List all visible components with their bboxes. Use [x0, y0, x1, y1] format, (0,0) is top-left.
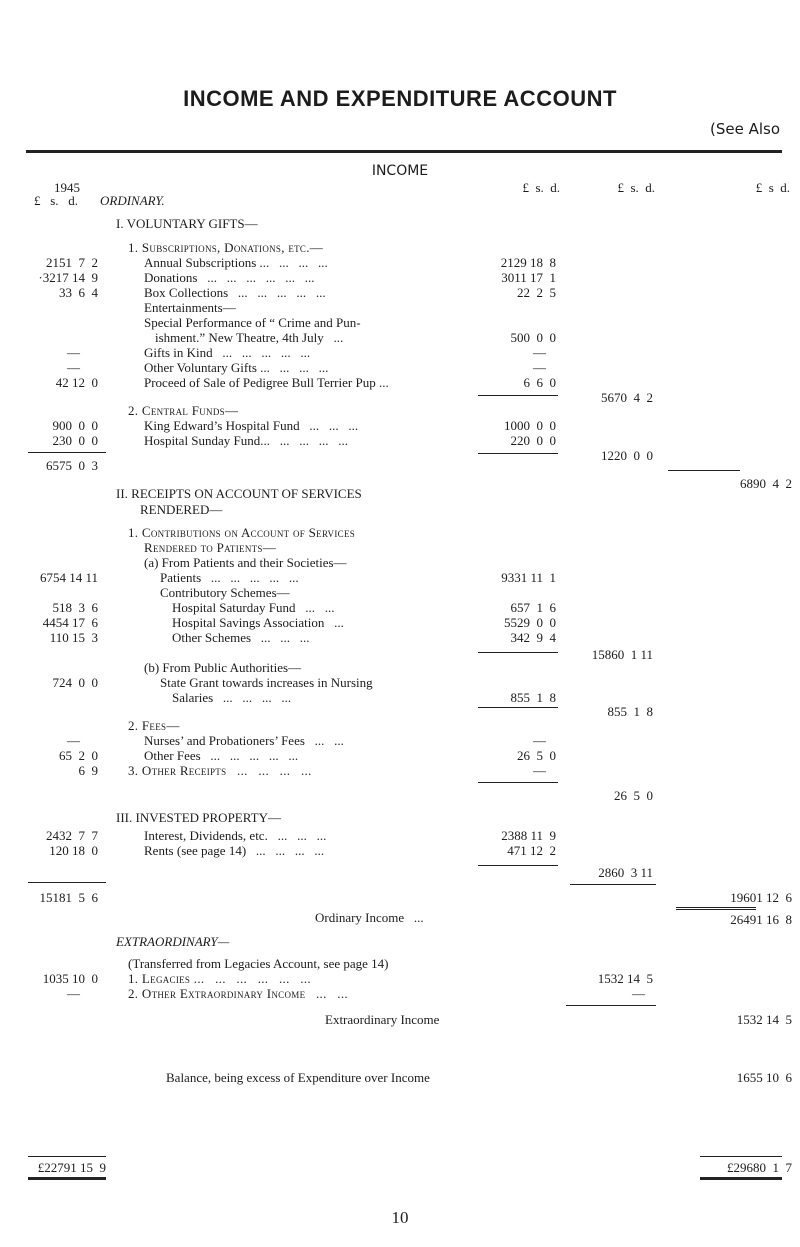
section-invested-property: III. INVESTED PROPERTY—	[116, 810, 281, 825]
y1945-other-extraordinary: —	[67, 986, 80, 1001]
page-number: 10	[391, 1208, 409, 1227]
contributions-heading-1: 1. Contributions on Account of Services	[128, 525, 356, 540]
c3-balance: 1655 10 6	[736, 1070, 792, 1085]
c3-sections-subtotal: 19601 12 6	[730, 890, 792, 905]
rule-1945-grand-top	[28, 1156, 106, 1157]
y1945-other-voluntary: —	[67, 360, 80, 375]
label-other-receipts: 3. Other Receipts ... ... ... ...	[128, 763, 312, 778]
lsd-heading-left: £ s. d.	[34, 193, 79, 208]
label-special-performance-1: Special Performance of “ Crime and Pun-	[144, 315, 361, 330]
col2-lsd-heading: £ s. d.	[617, 180, 655, 195]
label-other-voluntary-gifts: Other Voluntary Gifts ... ... ... ...	[144, 360, 329, 375]
col3-lsd-heading: £ s d.	[755, 180, 790, 195]
central-funds-heading: 2. Central Funds—	[128, 403, 239, 418]
y1945-pedigree-pup: 42 12 0	[55, 375, 98, 390]
c1-gifts-in-kind: —	[533, 345, 546, 360]
label-hospital-sunday-fund: Hospital Sunday Fund... ... ... ... ...	[144, 433, 349, 448]
label-ordinary-income: Ordinary Income ...	[315, 910, 424, 925]
label-special-performance-2: ishment.” New Theatre, 4th July ...	[155, 330, 344, 345]
label-other-fees: Other Fees ... ... ... ... ...	[144, 748, 299, 763]
rule-contributions	[478, 652, 558, 653]
section-receipts-heading-2: RENDERED—	[140, 502, 223, 517]
c1-other-receipts: —	[533, 763, 546, 778]
y1945-patients: 6754 14 11	[39, 570, 98, 585]
extraordinary-heading: EXTRAORDINARY—	[116, 934, 230, 949]
label-interest-dividends: Interest, Dividends, etc. ... ... ...	[144, 828, 327, 843]
section-receipts-heading-1: II. RECEIPTS ON ACCOUNT OF SERVICES	[116, 486, 362, 501]
rule-invested	[478, 865, 558, 866]
c1-other-voluntary: —	[533, 360, 546, 375]
page-title: INCOME AND EXPENDITURE ACCOUNT	[183, 86, 617, 111]
y1945-voluntary-total: 6575 0 3	[46, 458, 98, 473]
rule-ordinary-income	[676, 907, 756, 910]
rule-subscriptions	[478, 395, 558, 396]
c1-other-fees: 26 5 0	[517, 748, 556, 763]
label-annual-subscriptions: Annual Subscriptions ... ... ... ...	[144, 255, 328, 270]
c1-savings-association: 5529 0 0	[504, 615, 556, 630]
c1-interest: 2388 11 9	[501, 828, 556, 843]
c2-legacies: 1532 14 5	[597, 971, 653, 986]
ordinary-heading: ORDINARY.	[100, 193, 165, 208]
y1945-grand-total: £22791 15 9	[37, 1160, 106, 1175]
y1945-other-receipts: 6 9	[78, 763, 98, 778]
rule-1945-ordinary	[28, 882, 106, 883]
contributions-heading-2: Rendered to Patients—	[144, 540, 277, 555]
rule-col2-ordinary	[570, 884, 656, 885]
fees-heading: 2. Fees—	[128, 718, 180, 733]
c1-king-edward: 1000 0 0	[504, 418, 556, 433]
c2-fees-total: 26 5 0	[614, 788, 653, 803]
c2-contributions-total: 15860 1 11	[591, 647, 653, 662]
y1945-donations: ·3217 14 9	[38, 270, 98, 285]
rule-central-funds	[478, 453, 558, 454]
label-nurses-fees: Nurses’ and Probationers’ Fees ... ...	[144, 733, 344, 748]
y1945-nurses-fees: —	[67, 733, 80, 748]
c3-ordinary-income: 26491 16 8	[730, 912, 792, 927]
year-heading: 1945	[54, 180, 80, 195]
y1945-savings-association: 4454 17 6	[42, 615, 98, 630]
rule-1945-grand-bottom	[28, 1177, 106, 1180]
y1945-rents: 120 18 0	[49, 843, 98, 858]
c1-state-grant: 855 1 8	[510, 690, 556, 705]
y1945-annual: 2151 7 2	[46, 255, 98, 270]
rule-1945-section1	[28, 452, 106, 453]
c1-nurses-fees: —	[533, 733, 546, 748]
c1-donations: 3011 17 1	[501, 270, 556, 285]
c1-patients: 9331 11 1	[501, 570, 556, 585]
c1-other-schemes: 342 9 4	[510, 630, 556, 645]
label-gifts-in-kind: Gifts in Kind ... ... ... ... ...	[144, 345, 311, 360]
label-extraordinary-income: Extraordinary Income	[325, 1012, 440, 1027]
label-state-grant-1: State Grant towards increases in Nursing	[160, 675, 373, 690]
y1945-other-schemes: 110 15 3	[49, 630, 98, 645]
col1-lsd-heading: £ s. d.	[522, 180, 560, 195]
y1945-gifts-in-kind: —	[67, 345, 80, 360]
label-state-grant-2: Salaries ... ... ... ...	[172, 690, 292, 705]
y1945-other-fees: 65 2 0	[59, 748, 98, 763]
y1945-state-grant: 724 0 0	[52, 675, 98, 690]
subscriptions-heading: 1. Subscriptions, Donations, etc.—	[128, 240, 324, 255]
patients-societies-heading: (a) From Patients and their Societies—	[144, 555, 347, 570]
label-other-schemes: Other Schemes ... ... ...	[172, 630, 310, 645]
rule-public	[478, 707, 558, 708]
label-patients: Patients ... ... ... ... ...	[160, 570, 299, 585]
see-also-note: (See Also	[710, 120, 781, 138]
c1-rents: 471 12 2	[507, 843, 556, 858]
c2-public-total: 855 1 8	[607, 704, 653, 719]
label-other-extraordinary: 2. Other Extraordinary Income ... ...	[128, 986, 348, 1001]
label-rents: Rents (see page 14) ... ... ... ...	[144, 843, 325, 858]
c1-hospital-sunday: 220 0 0	[510, 433, 556, 448]
label-box-collections: Box Collections ... ... ... ... ...	[144, 285, 326, 300]
c2-central-total: 1220 0 0	[601, 448, 653, 463]
section-voluntary-gifts: I. VOLUNTARY GIFTS—	[116, 216, 258, 231]
y1945-saturday-fund: 518 3 6	[52, 600, 98, 615]
label-pedigree-pup: Proceed of Sale of Pedigree Bull Terrier Pup ...	[144, 375, 389, 390]
c1-special-performance: 500 0 0	[510, 330, 556, 345]
c3-extraordinary-income: 1532 14 5	[736, 1012, 792, 1027]
rule-extraordinary	[566, 1005, 656, 1006]
rule-grand-bottom	[700, 1177, 782, 1180]
c3-grand-total: £29680 1 7	[727, 1160, 792, 1175]
y1945-hospital-sunday: 230 0 0	[52, 433, 98, 448]
c1-box-collections: 22 2 5	[517, 285, 556, 300]
y1945-king-edward: 900 0 0	[52, 418, 98, 433]
rule-fees	[478, 782, 558, 783]
label-king-edward-fund: King Edward’s Hospital Fund ... ... ...	[144, 418, 359, 433]
legacies-transfer-note: (Transferred from Legacies Account, see page 14)	[128, 956, 389, 971]
c1-pedigree-pup: 6 6 0	[523, 375, 556, 390]
label-legacies: 1. Legacies ... ... ... ... ... ...	[128, 971, 311, 986]
y1945-box-collections: 33 6 4	[59, 285, 98, 300]
label-donations: Donations ... ... ... ... ... ...	[144, 270, 315, 285]
rule-voluntary	[668, 470, 740, 471]
rule-grand-top	[700, 1156, 782, 1157]
c2-subscriptions-total: 5670 4 2	[601, 390, 653, 405]
c2-invested-total: 2860 3 11	[598, 865, 653, 880]
top-rule	[26, 150, 782, 153]
contributory-schemes-heading: Contributory Schemes—	[160, 585, 290, 600]
income-heading: INCOME	[371, 163, 429, 179]
c2-other-extraordinary: —	[632, 986, 645, 1001]
label-balance: Balance, being excess of Expenditure over Income	[166, 1070, 430, 1085]
c3-voluntary-total: 6890 4 2	[740, 476, 792, 491]
label-saturday-fund: Hospital Saturday Fund ... ...	[172, 600, 335, 615]
y1945-interest: 2432 7 7	[46, 828, 98, 843]
label-savings-association: Hospital Savings Association ...	[172, 615, 344, 630]
public-authorities-heading: (b) From Public Authorities—	[144, 660, 302, 675]
c1-annual: 2129 18 8	[500, 255, 556, 270]
y1945-legacies: 1035 10 0	[42, 971, 98, 986]
c1-saturday-fund: 657 1 6	[510, 600, 556, 615]
label-entertainments: Entertainments—	[144, 300, 236, 315]
y1945-ordinary-subtotal: 15181 5 6	[39, 890, 98, 905]
